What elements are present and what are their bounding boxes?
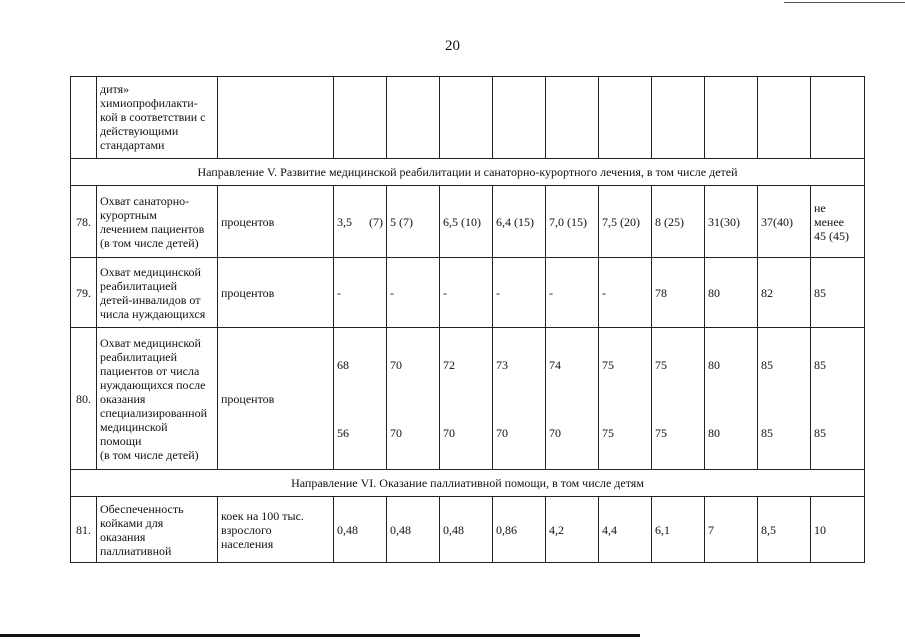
value-cell: 5 (7): [387, 186, 440, 258]
value-cell: [705, 328, 758, 470]
value-cell: -: [599, 258, 652, 328]
value-cell: [440, 77, 493, 159]
indicator-line: оказания: [100, 391, 146, 406]
value-cell: 85: [811, 258, 865, 328]
value-cell: [758, 328, 811, 470]
value-cell: -: [387, 258, 440, 328]
indicator-line: действующими: [100, 124, 179, 138]
value-cell: [440, 328, 493, 470]
section-heading: Направление VI. Оказание паллиативной помощи, в том числе детям: [71, 470, 865, 497]
indicator-line: стандартами: [100, 138, 165, 152]
value-cell: 6,4 (15): [493, 186, 546, 258]
value-cell: 7,5 (20): [599, 186, 652, 258]
indicator-line: пациентов от числа: [100, 363, 200, 378]
value-cell: 8 (25): [652, 186, 705, 258]
value-text: 74: [549, 357, 561, 372]
indicator-line: (в том числе детей): [100, 235, 199, 250]
value-cell: 82: [758, 258, 811, 328]
indicator-line: реабилитацией: [100, 349, 178, 364]
value-cell: -: [334, 258, 387, 328]
value-text: 73: [496, 357, 508, 372]
value-text: 3,5: [337, 214, 352, 229]
value-cell: [811, 328, 865, 470]
indicator-line: медицинской: [100, 419, 168, 434]
value-cell: [546, 77, 599, 159]
value-cell: [599, 328, 652, 470]
row-number-cell: [71, 77, 97, 159]
unit-cell: [218, 497, 334, 563]
bottom-rule: [0, 634, 640, 637]
value-text: 75: [602, 425, 614, 440]
unit-line: коек на 100 тыс.: [221, 508, 304, 523]
indicator-line: дитя»: [100, 82, 130, 96]
value-text: 85: [761, 425, 773, 440]
top-rule: [784, 2, 905, 3]
indicator-line: специализированной: [100, 405, 208, 420]
value-cell: [811, 77, 865, 159]
indicator-cell: [97, 77, 218, 159]
indicator-line: числа нуждающихся: [100, 306, 206, 321]
indicator-line: кой в соответствии с: [100, 110, 206, 124]
section-heading: Направление V. Развитие медицинской реабилитации и санаторно-курортного лечения, в том числе детей: [71, 159, 865, 186]
value-cell: -: [493, 258, 546, 328]
indicator-line: лечением пациентов: [100, 221, 205, 236]
value-text: 80: [708, 357, 720, 372]
indicator-line: паллиативной: [100, 543, 172, 558]
value-text: менее: [814, 214, 844, 229]
row-number: 78.: [71, 186, 97, 258]
value-text: 70: [549, 425, 561, 440]
unit-cell: процентов: [218, 328, 334, 470]
value-cell: 7: [705, 497, 758, 563]
value-text: 80: [708, 425, 720, 440]
value-text: 72: [443, 357, 455, 372]
indicator-line: Охват санаторно-: [100, 193, 190, 208]
value-cell: [652, 77, 705, 159]
value-cell: 6,5 (10): [440, 186, 493, 258]
value-text: 85: [814, 425, 826, 440]
indicator-cell: [97, 497, 218, 563]
value-text: 75: [602, 357, 614, 372]
value-cell: [387, 328, 440, 470]
value-cell: 31(30): [705, 186, 758, 258]
value-cell: [387, 77, 440, 159]
value-cell: [334, 328, 387, 470]
value-cell: [334, 77, 387, 159]
indicator-line: реабилитацией: [100, 278, 178, 293]
indicator-line: помощи: [100, 433, 142, 448]
indicator-cell: [97, 328, 218, 470]
value-cell: [705, 77, 758, 159]
value-cell: -: [546, 258, 599, 328]
value-text: 85: [814, 357, 826, 372]
indicator-line: оказания: [100, 529, 146, 544]
indicator-line: нуждающихся после: [100, 377, 206, 392]
value-cell: 78: [652, 258, 705, 328]
table-row-81: [71, 497, 865, 563]
unit-line: населения: [221, 536, 274, 551]
value-cell: 7,0 (15): [546, 186, 599, 258]
value-text: 70: [390, 425, 402, 440]
value-cell: 4,2: [546, 497, 599, 563]
value-cell: 0,48: [334, 497, 387, 563]
table-row-78: [71, 186, 865, 258]
section-row: [71, 159, 865, 186]
indicator-line: (в том числе детей): [100, 447, 199, 462]
value-cell: [758, 77, 811, 159]
value-cell: 10: [811, 497, 865, 563]
indicator-line: детей-инвалидов от: [100, 292, 201, 307]
value-cell: 8,5: [758, 497, 811, 563]
table-row-80: [71, 328, 865, 470]
value-text: 45 (45): [814, 228, 849, 243]
value-text: не: [814, 200, 826, 215]
value-text: 75: [655, 425, 667, 440]
value-text: 70: [496, 425, 508, 440]
value-cell: 4,4: [599, 497, 652, 563]
value-cell: -: [440, 258, 493, 328]
table-row-continuation: [71, 77, 865, 159]
value-cell: 80: [705, 258, 758, 328]
indicator-cell: [97, 258, 218, 328]
value-text: 70: [390, 357, 402, 372]
value-cell: 0,86: [493, 497, 546, 563]
value-text: 70: [443, 425, 455, 440]
value-cell: [334, 186, 387, 258]
value-text: 68: [337, 357, 349, 372]
unit-cell: процентов: [218, 258, 334, 328]
indicator-line: койками для: [100, 515, 164, 530]
value-cell: 0,48: [387, 497, 440, 563]
row-number: 81.: [71, 497, 97, 563]
value-cell: [493, 328, 546, 470]
indicator-line: курортным: [100, 207, 157, 222]
unit-line: взрослого: [221, 522, 272, 537]
value-cell: [546, 328, 599, 470]
table-row-79: [71, 258, 865, 328]
value-cell: [493, 77, 546, 159]
indicator-line: химиопрофилакти-: [100, 96, 198, 110]
unit-cell: [218, 77, 334, 159]
value-cell: 37(40): [758, 186, 811, 258]
value-cell: [599, 77, 652, 159]
page-number: 20: [445, 38, 460, 54]
value-text: 85: [761, 357, 773, 372]
value-text: 56: [337, 425, 349, 440]
row-number: 80.: [71, 328, 97, 470]
unit-cell: процентов: [218, 186, 334, 258]
indicator-line: Охват медицинской: [100, 335, 201, 350]
value-cell: 0,48: [440, 497, 493, 563]
value-cell: [811, 186, 865, 258]
value-cell: [652, 328, 705, 470]
value-text: (7): [369, 214, 383, 229]
value-cell: 6,1: [652, 497, 705, 563]
indicator-cell: [97, 186, 218, 258]
indicator-line: Охват медицинской: [100, 264, 201, 279]
indicator-line: Обеспеченность: [100, 501, 184, 516]
value-text: 75: [655, 357, 667, 372]
row-number: 79.: [71, 258, 97, 328]
indicators-table: [70, 76, 865, 563]
section-row: [71, 470, 865, 497]
